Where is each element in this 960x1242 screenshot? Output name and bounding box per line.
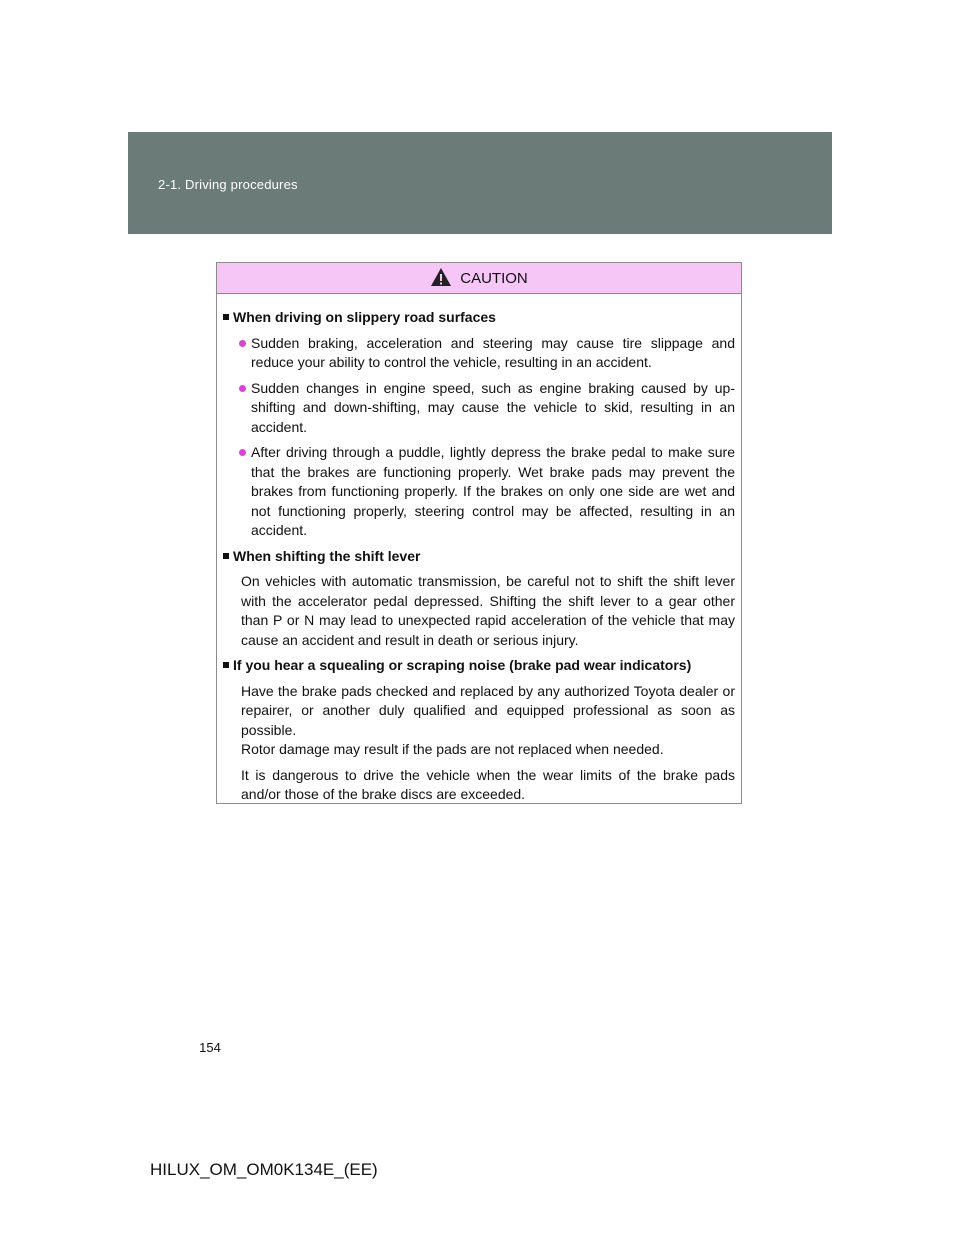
square-bullet-icon [223,662,229,668]
caution-header [217,263,741,294]
square-bullet-icon [223,314,229,320]
bullet-text: After driving through a puddle, lightly depress the brake pedal to make sure that the brakes are functioning properly. Wet brake pads may prevent the brakes from functioning properly. If the brakes on only one side are wet and not functioning properly, steering control may be affected, resulting in an accident. [251,444,735,538]
dot-bullet-icon [239,340,246,347]
dot-bullet-icon [239,449,246,456]
page-number: 154 [199,1040,221,1055]
section-title: 2-1. Driving procedures [158,177,298,192]
paragraph: On vehicles with automatic transmission, be careful not to shift the shift lever with the accelerator pedal depressed. Shifting the shift lever to a gear other than P or N may lead to unexpected rapid acceleration of the vehicle that may cause an accident and result in death or serious injury. [241,573,735,648]
paragraph: Rotor damage may result if the pads are not replaced when needed. [241,741,664,757]
section-heading [223,308,735,328]
paragraph: Have the brake pads checked and replaced by any authorized Toyota dealer or repairer, or another duly qualified and equipped professional as soon as possible. [241,682,735,738]
list-item [239,443,735,541]
list-item [239,379,735,438]
list-item [239,334,735,373]
warning-triangle-icon [430,267,452,287]
heading-text: If you hear a squealing or scraping noise (brake pad wear indicators) [233,657,692,673]
heading-text: When driving on slippery road surfaces [233,309,496,325]
document-code: HILUX_OM_OM0K134E_(EE) [150,1160,378,1179]
paragraph: It is dangerous to drive the vehicle when the wear limits of the brake pads and/or those of the brake discs are exceeded. [241,766,735,802]
caution-box [216,262,742,804]
dot-bullet-icon [239,385,246,392]
caution-body [217,294,741,805]
caution-title: CAUTION [460,269,528,287]
heading-text: When shifting the shift lever [233,547,421,564]
square-bullet-icon [223,553,229,559]
bullet-text: Sudden braking, acceleration and steering may cause tire slippage and reduce your ability to control the vehicle, resulting in an accident. [251,334,735,370]
header-band [128,132,832,234]
section-heading [223,656,735,676]
bullet-text: Sudden changes in engine speed, such as engine braking caused by up-shifting and down-shifting, may cause the vehicle to skid, resulting in an accident. [251,379,735,435]
section-heading [223,547,735,567]
